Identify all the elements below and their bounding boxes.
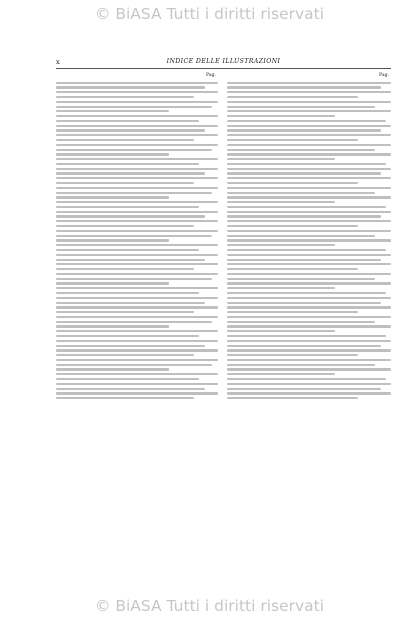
- illegible-text-line: [227, 211, 391, 213]
- illegible-text-line: [227, 172, 381, 174]
- illegible-text-line: [56, 282, 169, 284]
- illegible-text-line: [56, 235, 212, 237]
- illegible-text-line: [56, 225, 194, 227]
- illegible-text-line: [56, 287, 218, 289]
- illegible-text-line: [227, 86, 381, 88]
- illegible-text-line: [56, 96, 194, 98]
- illegible-text-line: [227, 101, 391, 103]
- header-rule: [56, 68, 391, 69]
- illegible-text-line: [56, 144, 218, 146]
- illegible-text-line: [227, 235, 375, 237]
- illegible-text-line: [56, 134, 218, 136]
- illegible-text-line: [56, 206, 199, 208]
- illegible-text-line: [56, 259, 205, 261]
- illegible-text-line: [56, 101, 218, 103]
- illegible-text-line: [227, 106, 375, 108]
- illegible-text-line: [56, 115, 218, 117]
- illegible-text-line: [227, 96, 358, 98]
- illegible-text-line: [227, 139, 358, 141]
- illegible-text-line: [56, 153, 169, 155]
- illegible-text-line: [227, 158, 335, 160]
- illegible-text-line: [227, 282, 391, 284]
- illegible-text-line: [56, 302, 205, 304]
- illegible-text-line: [227, 397, 358, 399]
- illegible-text-line: [227, 273, 391, 275]
- illegible-text-line: [227, 259, 381, 261]
- illegible-text-line: [227, 125, 391, 127]
- illegible-text-line: [227, 297, 391, 299]
- illegible-text-line: [227, 225, 358, 227]
- right-column: [227, 72, 391, 402]
- illegible-text-line: [227, 129, 381, 131]
- illegible-text-line: [227, 335, 386, 337]
- illegible-text-line: [227, 388, 381, 390]
- illegible-text-line: [56, 211, 218, 213]
- illegible-text-line: [227, 368, 391, 370]
- illegible-text-line: [56, 373, 218, 375]
- pag-label-right: Pag.: [378, 73, 389, 78]
- illegible-text-line: [56, 177, 218, 179]
- illegible-text-line: [56, 316, 218, 318]
- illegible-text-line: [227, 306, 391, 308]
- illegible-text-line: [56, 330, 218, 332]
- illegible-text-line: [56, 125, 218, 127]
- illegible-text-line: [227, 215, 381, 217]
- illegible-text-line: [56, 278, 212, 280]
- index-columns: [56, 72, 391, 402]
- illegible-text-line: [227, 254, 391, 256]
- illegible-text-line: [227, 206, 386, 208]
- illegible-text-line: [56, 192, 212, 194]
- illegible-text-line: [227, 220, 391, 222]
- illegible-text-line: [227, 230, 391, 232]
- illegible-text-line: [56, 139, 194, 141]
- illegible-text-line: [227, 340, 391, 342]
- illegible-text-line: [56, 364, 212, 366]
- page-number: x: [56, 58, 60, 66]
- illegible-text-line: [227, 392, 391, 394]
- illegible-text-line: [56, 388, 205, 390]
- illegible-text-line: [227, 268, 358, 270]
- illegible-text-line: [56, 239, 169, 241]
- illegible-text-line: [56, 378, 199, 380]
- illegible-text-line: [227, 91, 391, 93]
- illegible-text-line: [56, 249, 199, 251]
- illegible-text-line: [56, 263, 218, 265]
- illegible-text-line: [227, 110, 391, 112]
- illegible-text-line: [56, 397, 194, 399]
- illegible-text-line: [227, 345, 381, 347]
- illegible-text-line: [227, 321, 375, 323]
- index-page: [56, 56, 391, 576]
- illegible-text-line: [227, 359, 391, 361]
- running-head: INDICE DELLE ILLUSTRAZIONI: [166, 58, 281, 65]
- illegible-text-line: [56, 306, 218, 308]
- left-column: [56, 72, 218, 402]
- illegible-text-line: [56, 91, 218, 93]
- illegible-text-line: [56, 292, 199, 294]
- illegible-text-line: [56, 230, 218, 232]
- illegible-text-line: [56, 163, 199, 165]
- watermark-bottom: © BiASA Tutti i diritti riservati: [94, 597, 325, 615]
- illegible-text-line: [56, 354, 194, 356]
- illegible-text-line: [227, 192, 375, 194]
- illegible-text-line: [56, 297, 218, 299]
- illegible-text-line: [227, 177, 391, 179]
- illegible-text-line: [56, 196, 169, 198]
- illegible-text-line: [56, 345, 205, 347]
- illegible-text-line: [227, 187, 391, 189]
- illegible-text-line: [56, 254, 218, 256]
- illegible-text-line: [56, 392, 218, 394]
- illegible-text-line: [227, 82, 391, 84]
- pag-label-left: Pag.: [205, 73, 216, 78]
- illegible-text-line: [227, 287, 335, 289]
- illegible-text-line: [56, 106, 212, 108]
- illegible-text-line: [56, 110, 169, 112]
- illegible-text-line: [227, 249, 386, 251]
- illegible-text-line: [227, 349, 391, 351]
- illegible-text-line: [56, 120, 199, 122]
- illegible-text-line: [56, 201, 218, 203]
- illegible-text-line: [227, 239, 391, 241]
- illegible-text-line: [227, 330, 335, 332]
- illegible-text-line: [56, 168, 218, 170]
- illegible-text-line: [227, 168, 391, 170]
- illegible-text-line: [227, 153, 391, 155]
- illegible-text-line: [227, 163, 386, 165]
- illegible-text-line: [56, 158, 218, 160]
- illegible-text-line: [56, 273, 218, 275]
- illegible-text-line: [56, 220, 218, 222]
- illegible-text-line: [227, 354, 358, 356]
- illegible-text-line: [56, 86, 205, 88]
- illegible-text-line: [56, 349, 218, 351]
- illegible-text-line: [56, 325, 169, 327]
- watermark-top: © BiASA Tutti i diritti riservati: [94, 5, 325, 23]
- illegible-text-line: [56, 187, 218, 189]
- illegible-text-line: [56, 172, 205, 174]
- illegible-text-line: [227, 364, 375, 366]
- illegible-text-line: [56, 268, 194, 270]
- illegible-text-line: [227, 201, 335, 203]
- illegible-text-line: [227, 244, 335, 246]
- illegible-text-line: [227, 316, 391, 318]
- illegible-text-line: [56, 368, 169, 370]
- illegible-text-line: [227, 311, 358, 313]
- illegible-text-line: [56, 129, 205, 131]
- illegible-text-line: [56, 335, 199, 337]
- illegible-text-line: [56, 359, 218, 361]
- page-header: [56, 56, 391, 68]
- illegible-text-line: [56, 82, 218, 84]
- illegible-text-line: [56, 244, 218, 246]
- illegible-text-line: [227, 120, 386, 122]
- illegible-text-line: [227, 115, 335, 117]
- illegible-text-line: [227, 144, 391, 146]
- illegible-text-line: [227, 325, 391, 327]
- illegible-text-line: [227, 182, 358, 184]
- illegible-text-line: [227, 149, 375, 151]
- illegible-text-line: [227, 196, 391, 198]
- illegible-text-line: [56, 383, 218, 385]
- illegible-text-line: [56, 311, 194, 313]
- illegible-text-line: [227, 302, 381, 304]
- illegible-text-line: [227, 134, 391, 136]
- illegible-text-line: [227, 263, 391, 265]
- illegible-text-line: [56, 215, 205, 217]
- illegible-text-line: [227, 292, 386, 294]
- illegible-text-line: [227, 373, 335, 375]
- illegible-text-line: [56, 182, 194, 184]
- illegible-text-line: [56, 321, 212, 323]
- illegible-text-line: [227, 383, 391, 385]
- illegible-text-line: [227, 378, 386, 380]
- illegible-text-line: [56, 340, 218, 342]
- illegible-text-line: [56, 149, 212, 151]
- illegible-text-line: [227, 278, 375, 280]
